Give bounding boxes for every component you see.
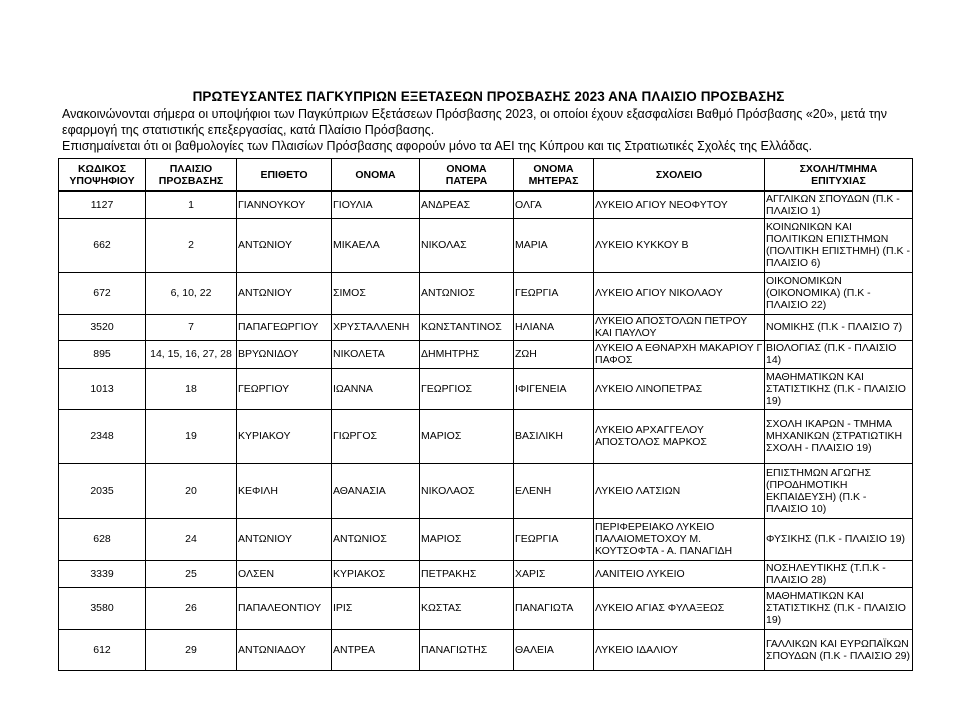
table-row [59, 368, 913, 409]
header-label: ΟΝΟΜΑ [355, 168, 396, 181]
cell-code: 612 [59, 629, 146, 670]
cell-name: ΑΘΑΝΑΣΙΑ [332, 463, 420, 518]
cell-school: ΛΥΚΕΙΟ ΑΓΙΑΣ ΦΥΛΑΞΕΩΣ [594, 587, 765, 629]
table-row [59, 409, 913, 463]
cell-surname: ΚΕΦΙΛΗ [237, 463, 332, 518]
cell-father-name: ΚΩΣΤΑΣ [420, 587, 514, 629]
header-label: ΚΩΔΙΚΟΣ [77, 162, 127, 175]
header-row [59, 159, 913, 192]
cell-code: 1013 [59, 368, 146, 409]
cell-surname: ΑΝΤΩΝΙΟΥ [237, 518, 332, 560]
header-label: ΠΡΟΣΒΑΣΗΣ [158, 174, 224, 187]
cell-department: ΝΟΣΗΛΕΥΤΙΚΗΣ (Τ.Π.Κ - ΠΛΑΙΣΙΟ 28) [765, 560, 913, 587]
table-header [59, 159, 913, 192]
cell-plaisio: 2 [146, 218, 237, 272]
cell-code: 1127 [59, 191, 146, 218]
cell-name: ΧΡΥΣΤΑΛΛΕΝΗ [332, 314, 420, 340]
cell-mother-name: ΖΩΗ [514, 340, 594, 368]
cell-surname: ΑΝΤΩΝΙΑΔΟΥ [237, 629, 332, 670]
header-mother-name [514, 159, 594, 192]
cell-plaisio: 7 [146, 314, 237, 340]
cell-mother-name: ΓΕΩΡΓΙΑ [514, 518, 594, 560]
cell-mother-name: ΧΑΡΙΣ [514, 560, 594, 587]
cell-mother-name: ΗΛΙΑΝΑ [514, 314, 594, 340]
cell-plaisio: 26 [146, 587, 237, 629]
cell-department: ΒΙΟΛΟΓΙΑΣ (Π.Κ - ΠΛΑΙΣΙΟ 14) [765, 340, 913, 368]
header-label: ΣΧΟΛΗ/ΤΜΗΜΑ [799, 162, 878, 175]
cell-mother-name: ΓΕΩΡΓΙΑ [514, 272, 594, 314]
cell-mother-name: ΠΑΝΑΓΙΩΤΑ [514, 587, 594, 629]
table-row [59, 218, 913, 272]
cell-surname: ΠΑΠΑΛΕΟΝΤΙΟΥ [237, 587, 332, 629]
table-row [59, 314, 913, 340]
cell-father-name: ΠΑΝΑΓΙΩΤΗΣ [420, 629, 514, 670]
cell-surname: ΑΝΤΩΝΙΟΥ [237, 218, 332, 272]
header-label: ΟΝΟΜΑ [446, 162, 487, 175]
cell-mother-name: ΟΛΓΑ [514, 191, 594, 218]
cell-father-name: ΚΩΝΣΤΑΝΤΙΝΟΣ [420, 314, 514, 340]
cell-department: ΓΑΛΛΙΚΩΝ ΚΑΙ ΕΥΡΩΠΑΪΚΩΝ ΣΠΟΥΔΩΝ (Π.Κ - ΠΛΑΙΣΙΟ 29) [765, 629, 913, 670]
cell-department: ΜΑΘΗΜΑΤΙΚΩΝ ΚΑΙ ΣΤΑΤΙΣΤΙΚΗΣ (Π.Κ - ΠΛΑΙΣΙΟ 19) [765, 368, 913, 409]
header-school [594, 159, 765, 192]
cell-department: ΕΠΙΣΤΗΜΩΝ ΑΓΩΓΗΣ (ΠΡΟΔΗΜΟΤΙΚΗ ΕΚΠΑΙΔΕΥΣΗ) (Π.Κ - ΠΛΑΙΣΙΟ 10) [765, 463, 913, 518]
cell-school: ΛΥΚΕΙΟ ΛΑΤΣΙΩΝ [594, 463, 765, 518]
cell-department: ΟΙΚΟΝΟΜΙΚΩΝ (ΟΙΚΟΝΟΜΙΚΑ) (Π.Κ - ΠΛΑΙΣΙΟ 22) [765, 272, 913, 314]
cell-name: ΓΙΟΥΛΙΑ [332, 191, 420, 218]
table-row [59, 340, 913, 368]
cell-code: 2348 [59, 409, 146, 463]
header-label: ΠΑΤΕΡΑ [445, 174, 488, 187]
cell-mother-name: ΙΦΙΓΕΝΕΙΑ [514, 368, 594, 409]
header-plaisio [146, 159, 237, 192]
cell-name: ΓΙΩΡΓΟΣ [332, 409, 420, 463]
cell-plaisio: 25 [146, 560, 237, 587]
cell-surname: ΠΑΠΑΓΕΩΡΓΙΟΥ [237, 314, 332, 340]
cell-department: ΦΥΣΙΚΗΣ (Π.Κ - ΠΛΑΙΣΙΟ 19) [765, 518, 913, 560]
cell-name: ΑΝΤΩΝΙΟΣ [332, 518, 420, 560]
cell-mother-name: ΕΛΕΝΗ [514, 463, 594, 518]
cell-name: ΙΡΙΣ [332, 587, 420, 629]
cell-code: 662 [59, 218, 146, 272]
header-code [59, 159, 146, 192]
header-label: ΜΗΤΕΡΑΣ [528, 174, 579, 187]
intro-line-1: Ανακοινώνονται σήμερα οι υποψήφιοι των Παγκύπριων Εξετάσεων Πρόσβασης 2023, οι οποίοι έχουν εξασφαλίσει Βαθμό Πρόσβασης «20», μετά την [62, 107, 887, 121]
cell-school: ΠΕΡΙΦΕΡΕΙΑΚΟ ΛΥΚΕΙΟ ΠΑΛΑΙΟΜΕΤΟΧΟΥ Μ. ΚΟΥΤΣΟΦΤΑ - Α. ΠΑΝΑΓΙΔΗ [594, 518, 765, 560]
table-row [59, 463, 913, 518]
cell-father-name: ΔΗΜΗΤΡΗΣ [420, 340, 514, 368]
cell-name: ΝΙΚΟΛΕΤΑ [332, 340, 420, 368]
cell-surname: ΟΛΣΕΝ [237, 560, 332, 587]
cell-father-name: ΠΕΤΡΑΚΗΣ [420, 560, 514, 587]
cell-school: ΛΥΚΕΙΟ ΑΓΙΟΥ ΝΙΚΟΛΑΟΥ [594, 272, 765, 314]
cell-father-name: ΑΝΔΡΕΑΣ [420, 191, 514, 218]
header-surname [237, 159, 332, 192]
cell-department: ΣΧΟΛΗ ΙΚΑΡΩΝ - ΤΜΗΜΑ ΜΗΧΑΝΙΚΩΝ (ΣΤΡΑΤΙΩΤΙΚΗ ΣΧΟΛΗ - ΠΛΑΙΣΙΟ 19) [765, 409, 913, 463]
cell-mother-name: ΒΑΣΙΛΙΚΗ [514, 409, 594, 463]
cell-school: ΛΥΚΕΙΟ ΛΙΝΟΠΕΤΡΑΣ [594, 368, 765, 409]
intro-text [62, 106, 922, 154]
cell-school: ΛΥΚΕΙΟ ΙΔΑΛΙΟΥ [594, 629, 765, 670]
table-row [59, 272, 913, 314]
cell-department: ΝΟΜΙΚΗΣ (Π.Κ - ΠΛΑΙΣΙΟ 7) [765, 314, 913, 340]
cell-department: ΜΑΘΗΜΑΤΙΚΩΝ ΚΑΙ ΣΤΑΤΙΣΤΙΚΗΣ (Π.Κ - ΠΛΑΙΣΙΟ 19) [765, 587, 913, 629]
cell-father-name: ΓΕΩΡΓΙΟΣ [420, 368, 514, 409]
cell-name: ΜΙΚΑΕΛΑ [332, 218, 420, 272]
table-row [59, 191, 913, 218]
header-name [332, 159, 420, 192]
header-label: ΠΛΑΙΣΙΟ [169, 162, 213, 175]
header-label: ΕΠΙΘΕΤΟ [260, 168, 308, 181]
table-row [59, 560, 913, 587]
intro-line-2: εφαρμογή της στατιστικής επεξεργασίας, κατά Πλαίσιο Πρόσβασης. [62, 123, 435, 137]
cell-plaisio: 6, 10, 22 [146, 272, 237, 314]
cell-code: 628 [59, 518, 146, 560]
table-row [59, 629, 913, 670]
cell-department: ΑΓΓΛΙΚΩΝ ΣΠΟΥΔΩΝ (Π.Κ - ΠΛΑΙΣΙΟ 1) [765, 191, 913, 218]
page-title: ΠΡΩΤΕΥΣΑΝΤΕΣ ΠΑΓΚΥΠΡΙΩΝ ΕΞΕΤΑΣΕΩΝ ΠΡΟΣΒΑΣΗΣ 2023 ΑΝΑ ΠΛΑΙΣΙΟ ΠΡΟΣΒΑΣΗΣ [192, 89, 785, 104]
cell-code: 3520 [59, 314, 146, 340]
cell-father-name: ΝΙΚΟΛΑΣ [420, 218, 514, 272]
cell-plaisio: 1 [146, 191, 237, 218]
results-table [58, 158, 913, 671]
cell-plaisio: 14, 15, 16, 27, 28 [146, 340, 237, 368]
header-label: ΣΧΟΛΕΙΟ [655, 168, 703, 181]
header-label: ΕΠΙΤΥΧΙΑΣ [811, 174, 866, 187]
header-label: ΟΝΟΜΑ [533, 162, 574, 175]
cell-code: 895 [59, 340, 146, 368]
cell-surname: ΒΡΥΩΝΙΔΟΥ [237, 340, 332, 368]
cell-name: ΣΙΜΟΣ [332, 272, 420, 314]
cell-department: ΚΟΙΝΩΝΙΚΩΝ ΚΑΙ ΠΟΛΙΤΙΚΩΝ ΕΠΙΣΤΗΜΩΝ (ΠΟΛΙΤΙΚΗ ΕΠΙΣΤΗΜΗ) (Π.Κ - ΠΛΑΙΣΙΟ 6) [765, 218, 913, 272]
cell-father-name: ΑΝΤΩΝΙΟΣ [420, 272, 514, 314]
header-father-name [420, 159, 514, 192]
cell-code: 672 [59, 272, 146, 314]
cell-plaisio: 29 [146, 629, 237, 670]
cell-name: ΙΩΑΝΝΑ [332, 368, 420, 409]
cell-school: ΛΥΚΕΙΟ ΑΡΧΑΓΓΕΛΟΥ ΑΠΟΣΤΟΛΟΣ ΜΑΡΚΟΣ [594, 409, 765, 463]
cell-surname: ΚΥΡΙΑΚΟΥ [237, 409, 332, 463]
cell-code: 3580 [59, 587, 146, 629]
cell-surname: ΓΙΑΝΝΟΥΚΟΥ [237, 191, 332, 218]
cell-father-name: ΝΙΚΟΛΑΟΣ [420, 463, 514, 518]
cell-mother-name: ΜΑΡΙΑ [514, 218, 594, 272]
cell-surname: ΓΕΩΡΓΙΟΥ [237, 368, 332, 409]
cell-mother-name: ΘΑΛΕΙΑ [514, 629, 594, 670]
cell-plaisio: 18 [146, 368, 237, 409]
intro-line-3: Επισημαίνεται ότι οι βαθμολογίες των Πλαισίων Πρόσβασης αφορούν μόνο τα ΑΕΙ της Κύπρου και τις Στρατιωτικές Σχολές της Ελλάδας. [62, 139, 813, 153]
cell-plaisio: 19 [146, 409, 237, 463]
cell-name: ΚΥΡΙΑΚΟΣ [332, 560, 420, 587]
cell-father-name: ΜΑΡΙΟΣ [420, 518, 514, 560]
header-label: ΥΠΟΨΗΦΙΟΥ [69, 174, 135, 187]
cell-code: 3339 [59, 560, 146, 587]
table-body [59, 191, 913, 670]
table-row [59, 587, 913, 629]
cell-surname: ΑΝΤΩΝΙΟΥ [237, 272, 332, 314]
header-department [765, 159, 913, 192]
cell-code: 2035 [59, 463, 146, 518]
cell-school: ΛΥΚΕΙΟ ΚΥΚΚΟΥ Β [594, 218, 765, 272]
cell-school: ΛΥΚΕΙΟ Α ΕΘΝΑΡΧΗ ΜΑΚΑΡΙΟΥ Γ ΠΑΦΟΣ [594, 340, 765, 368]
cell-school: ΛΥΚΕΙΟ ΑΠΟΣΤΟΛΩΝ ΠΕΤΡΟΥ ΚΑΙ ΠΑΥΛΟΥ [594, 314, 765, 340]
cell-plaisio: 24 [146, 518, 237, 560]
table-row [59, 518, 913, 560]
cell-plaisio: 20 [146, 463, 237, 518]
cell-school: ΛΥΚΕΙΟ ΑΓΙΟΥ ΝΕΟΦΥΤΟΥ [594, 191, 765, 218]
cell-name: ΑΝΤΡΕΑ [332, 629, 420, 670]
cell-father-name: ΜΑΡΙΟΣ [420, 409, 514, 463]
cell-school: ΛΑΝΙΤΕΙΟ ΛΥΚΕΙΟ [594, 560, 765, 587]
